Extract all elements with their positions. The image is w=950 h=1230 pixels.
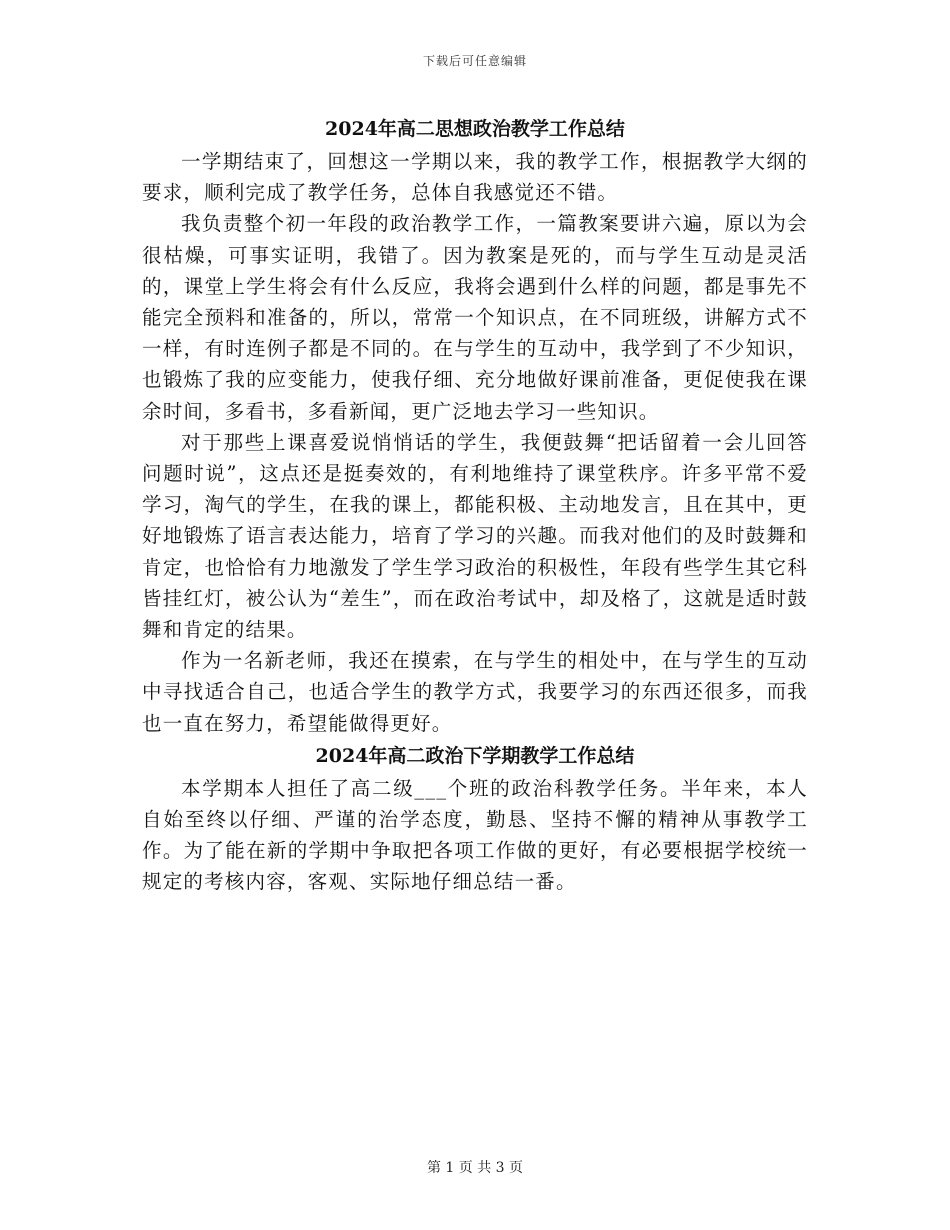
paragraph: 作为一名新老师，我还在摸索，在与学生的相处中，在与学生的互动中寻找适合自己，也适合学生的教学方式，我要学习的东西还很多，而我也一直在努力，希望能做得更好。 xyxy=(142,649,808,735)
section-title: 2024年高二思想政治教学工作总结 xyxy=(325,118,625,140)
document-body xyxy=(142,112,808,898)
paragraph: 我负责整个初一年段的政治教学工作，一篇教案要讲六遍，原以为会很枯燥，可事实证明，我错了。因为教案是死的，而与学生互动是灵活的，课堂上学生将会有什么反应，我将会遇到什么样的问题，都是事先不能完全预料和准备的，所以，常常一个知识点，在不同班级，讲解方式不一样，有时连例子都是不同的。在与学生的互动中，我学到了不少知识，也锻炼了我的应变能力，使我仔细、充分地做好课前准备，更促使我在课余时间，多看书，多看新闻，更广泛地去学习一些知识。 xyxy=(142,212,808,423)
paragraph: 一学期结束了，回想这一学期以来，我的教学工作，根据教学大纲的要求，顺利完成了教学任务，总体自我感觉还不错。 xyxy=(142,150,808,205)
page-header: 下载后可任意编辑 xyxy=(422,54,527,68)
paragraph: 对于那些上课喜爱说悄悄话的学生，我便鼓舞“把话留着一会儿回答问题时说”，这点还是挺奏效的，有利地维持了课堂秩序。许多平常不爱学习，淘气的学生，在我的课上，都能积极、主动地发言，且在其中，更好地锻炼了语言表达能力，培育了学习的兴趣。而我对他们的及时鼓舞和肯定，也恰恰有力地激发了学生学习政治的积极性，年段有些学生其它科皆挂红灯，被公认为“差生”，而在政治考试中，却及格了，这就是适时鼓舞和肯定的结果。 xyxy=(142,430,808,642)
paragraph: 本学期本人担任了高二级___个班的政治科教学任务。半年来，本人自始至终以仔细、严谨的治学态度，勤恳、坚持不懈的精神从事教学工作。为了能在新的学期中争取把各项工作做的更好，有必要根据学校统一规定的考核内容，客观、实际地仔细总结一番。 xyxy=(142,776,808,894)
section-title: 2024年高二政治下学期教学工作总结 xyxy=(315,744,635,767)
page-number: 第 1 页 共 3 页 xyxy=(426,1160,524,1176)
